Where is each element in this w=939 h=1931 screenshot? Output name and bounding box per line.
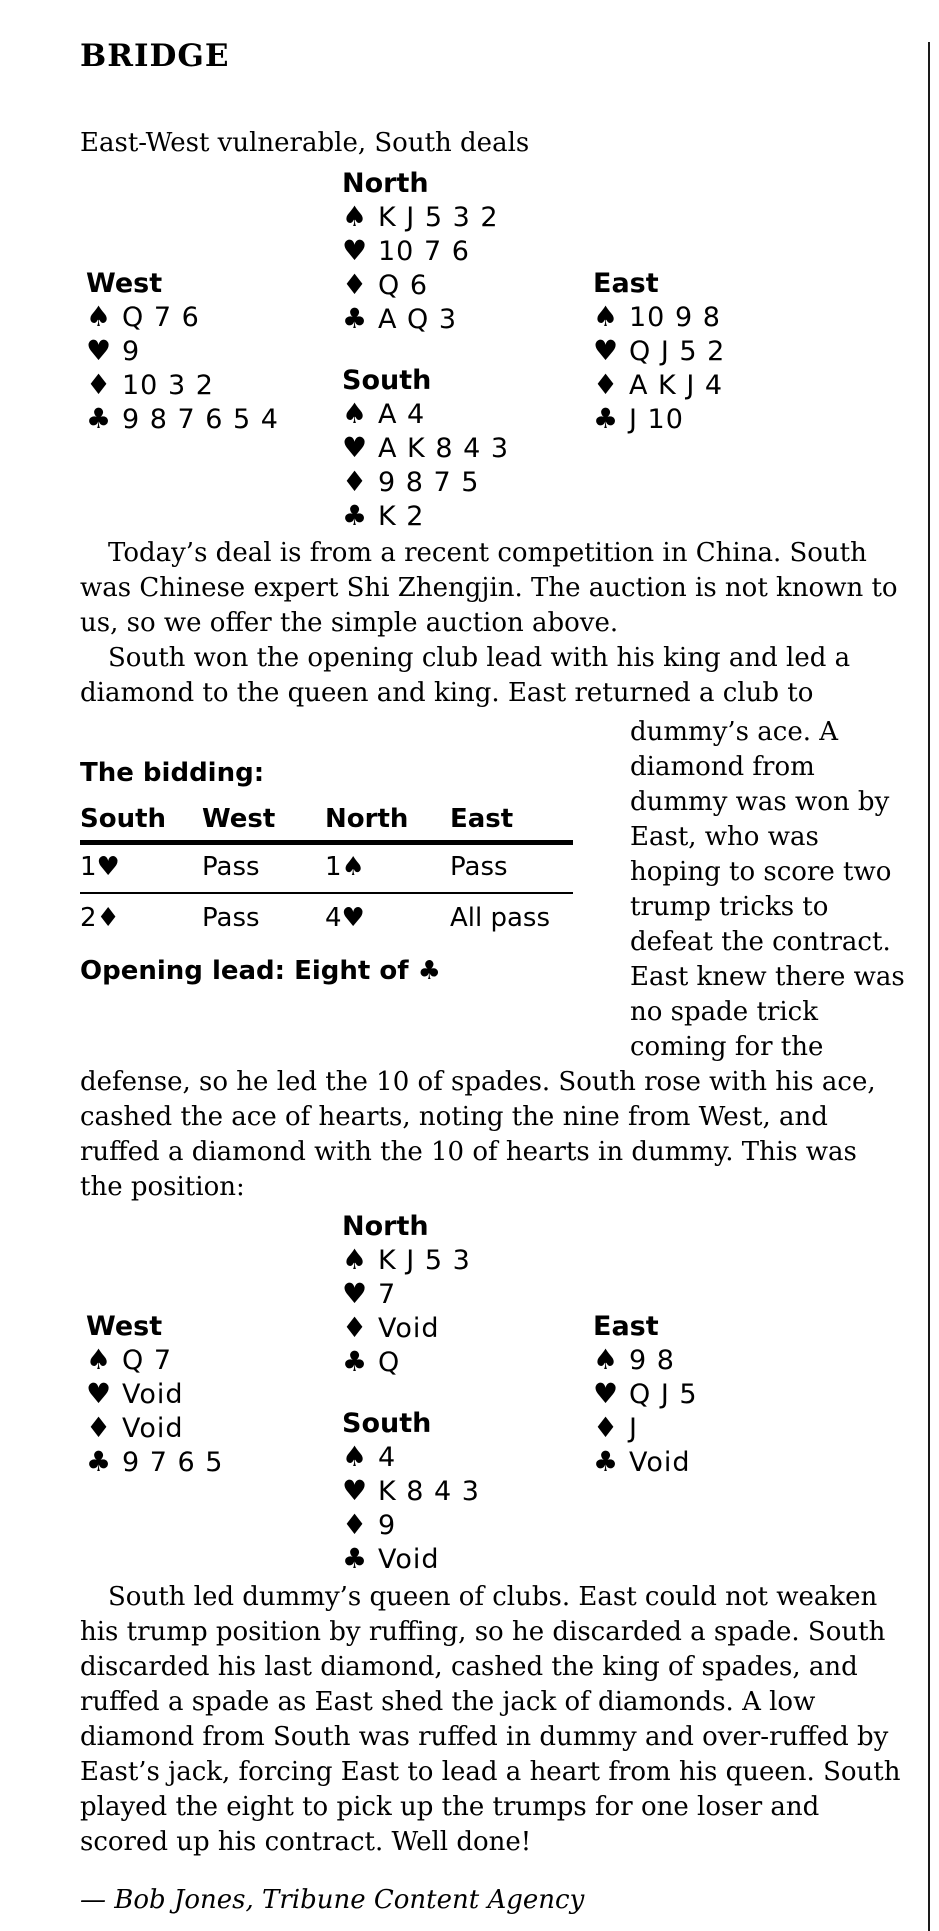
spade-cards: K J 5 3 <box>378 1245 471 1276</box>
bid-cell: 1♠ <box>325 852 365 882</box>
article-paragraph-3: dummy’s ace. A diamond from dummy was won by East, who was hoping to score two trump tricks to defeat the contract. East knew there was no spade trick coming for the defense, so he led the 10 of spades. South rose with his ace, cashed the ace of hearts, noting the nine from West, and ruffed a diamond with the 10 of hearts in dummy. This was the position: <box>80 717 905 1202</box>
club-icon: ♣ <box>86 1445 112 1478</box>
heart-row <box>342 431 509 465</box>
column-divider <box>928 42 930 1931</box>
position-hand-west <box>86 1310 223 1479</box>
bidding-header-row <box>80 804 573 845</box>
spade-row <box>342 1243 471 1277</box>
spade-cards: 9 8 <box>629 1345 675 1376</box>
spade-row <box>593 300 725 334</box>
vulnerability-line: East-West vulnerable, South deals <box>80 128 530 158</box>
hand-label: North <box>342 1211 429 1242</box>
bidding-section <box>80 715 906 1205</box>
diamond-icon: ♦ <box>86 368 112 401</box>
deal-hand-west <box>86 267 279 436</box>
club-row <box>593 402 725 436</box>
club-cards: Void <box>378 1544 440 1575</box>
bid-cell: Pass <box>202 852 260 882</box>
heart-icon: ♥ <box>86 334 112 367</box>
bidding-row-2 <box>80 894 573 941</box>
spade-cards: Q 7 <box>122 1345 173 1376</box>
diamond-cards: Void <box>378 1313 440 1344</box>
heart-row <box>342 234 499 268</box>
heart-row <box>86 334 279 368</box>
club-cards: A Q 3 <box>378 304 458 335</box>
bidding-col-south: South <box>80 804 167 834</box>
club-row <box>342 302 499 336</box>
spade-icon: ♠ <box>86 1343 112 1376</box>
bidding-col-east: East <box>450 804 514 834</box>
spade-row <box>342 1440 480 1474</box>
diamond-row <box>86 368 279 402</box>
spade-icon: ♠ <box>86 300 112 333</box>
hand-label: East <box>593 268 659 299</box>
bid-cell: Pass <box>450 852 508 882</box>
bid-cell: 4♥ <box>325 903 365 933</box>
heart-cards: K 8 4 3 <box>378 1476 480 1507</box>
club-cards: 9 7 6 5 <box>122 1447 224 1478</box>
bidding-row-1 <box>80 845 573 894</box>
club-cards: Void <box>629 1447 691 1478</box>
club-icon: ♣ <box>342 1542 368 1575</box>
hand-label: South <box>342 1408 432 1439</box>
diamond-row <box>342 465 509 499</box>
club-icon: ♣ <box>342 499 368 532</box>
hand-label: South <box>342 365 432 396</box>
heart-row <box>593 1377 698 1411</box>
bidding-heading: The bidding: <box>80 758 265 788</box>
heart-icon: ♥ <box>86 1377 112 1410</box>
diamond-icon: ♦ <box>593 1411 619 1444</box>
heart-cards: Q J 5 2 <box>629 336 726 367</box>
bidding-col-north: North <box>325 804 409 834</box>
heart-row <box>593 334 725 368</box>
heart-cards: Void <box>122 1379 184 1410</box>
club-cards: K 2 <box>378 501 425 532</box>
bid-cell: Pass <box>202 903 260 933</box>
club-icon: ♣ <box>86 402 112 435</box>
heart-icon: ♥ <box>593 334 619 367</box>
club-icon: ♣ <box>593 1445 619 1478</box>
diamond-cards: 10 3 2 <box>122 370 214 401</box>
diamond-row <box>342 1311 471 1345</box>
spade-icon: ♠ <box>593 300 619 333</box>
spade-cards: 10 9 8 <box>629 302 721 333</box>
heart-icon: ♥ <box>342 234 368 267</box>
position-diagram <box>80 1210 906 1575</box>
bid-cell: 2♦ <box>80 903 120 933</box>
club-icon: ♣ <box>342 1345 368 1378</box>
diamond-icon: ♦ <box>342 268 368 301</box>
diamond-icon: ♦ <box>342 1508 368 1541</box>
diamond-row <box>342 268 499 302</box>
spade-icon: ♠ <box>593 1343 619 1376</box>
deal-diagram <box>80 167 906 532</box>
club-cards: Q <box>378 1347 401 1378</box>
article-paragraph-2: South won the opening club lead with his king and led a diamond to the queen and king. East returned a club to <box>80 643 851 708</box>
article-paragraph-4: South led dummy’s queen of clubs. East could not weaken his trump position by ruffing, so he discarded a spade. South discarded his last diamond, cashed the king of spades, and ruffed a spade as East shed the jack of diamonds. A low diamond from South was ruffed in dummy and over-ruffed by East’s jack, forcing East to lead a heart from his queen. South played the eight to pick up the trumps for one loser and scored up his contract. Well done! <box>80 1582 901 1857</box>
position-hand-north <box>342 1210 471 1379</box>
byline: — Bob Jones, Tribune Content Agency <box>80 1885 585 1915</box>
heart-icon: ♥ <box>342 1474 368 1507</box>
bidding-box <box>80 715 575 988</box>
club-row <box>342 499 509 533</box>
diamond-icon: ♦ <box>593 368 619 401</box>
spade-cards: K J 5 3 2 <box>378 202 499 233</box>
deal-hand-south <box>342 364 509 533</box>
hand-label: East <box>593 1311 659 1342</box>
diamond-cards: 9 8 7 5 <box>378 467 480 498</box>
spade-row <box>342 200 499 234</box>
page-title: BRIDGE <box>80 38 230 74</box>
deal-hand-east <box>593 267 725 436</box>
spade-icon: ♠ <box>342 200 368 233</box>
article-paragraph-1: Today’s deal is from a recent competition in China. South was Chinese expert Shi Zhengjin. The auction is not known to us, so we offer the simple auction above. <box>80 538 898 638</box>
diamond-cards: A K J 4 <box>629 370 724 401</box>
position-hand-south <box>342 1407 480 1576</box>
club-cards: J 10 <box>629 404 684 435</box>
spade-cards: Q 7 6 <box>122 302 200 333</box>
hand-label: West <box>86 1311 163 1342</box>
bid-cell: All pass <box>450 903 551 933</box>
club-icon: ♣ <box>342 302 368 335</box>
heart-cards: 9 <box>122 336 141 367</box>
club-row <box>342 1542 480 1576</box>
diamond-cards: Q 6 <box>378 270 429 301</box>
club-row <box>342 1345 471 1379</box>
heart-cards: Q J 5 <box>629 1379 698 1410</box>
club-cards: 9 8 7 6 5 4 <box>122 404 279 435</box>
diamond-row <box>593 368 725 402</box>
heart-icon: ♥ <box>342 431 368 464</box>
diamond-cards: 9 <box>378 1510 397 1541</box>
heart-cards: 10 7 6 <box>378 236 470 267</box>
heart-icon: ♥ <box>342 1277 368 1310</box>
heart-cards: 7 <box>378 1279 397 1310</box>
bidding-col-west: West <box>202 804 276 834</box>
deal-hand-north <box>342 167 499 336</box>
spade-icon: ♠ <box>342 397 368 430</box>
spade-row <box>342 397 509 431</box>
diamond-row <box>342 1508 480 1542</box>
diamond-cards: Void <box>122 1413 184 1444</box>
club-row <box>86 402 279 436</box>
spade-cards: 4 <box>378 1442 397 1473</box>
spade-row <box>593 1343 698 1377</box>
diamond-icon: ♦ <box>342 1311 368 1344</box>
club-row <box>86 1445 223 1479</box>
heart-row <box>86 1377 223 1411</box>
hand-label: West <box>86 268 163 299</box>
spade-icon: ♠ <box>342 1243 368 1276</box>
hand-label: North <box>342 168 429 199</box>
opening-lead: Opening lead: Eight of ♣ <box>80 956 441 986</box>
heart-row <box>342 1474 480 1508</box>
spade-cards: A 4 <box>378 399 426 430</box>
heart-icon: ♥ <box>593 1377 619 1410</box>
diamond-icon: ♦ <box>86 1411 112 1444</box>
diamond-icon: ♦ <box>342 465 368 498</box>
heart-cards: A K 8 4 3 <box>378 433 510 464</box>
spade-row <box>86 1343 223 1377</box>
bid-cell: 1♥ <box>80 852 120 882</box>
spade-row <box>86 300 279 334</box>
club-row <box>593 1445 698 1479</box>
heart-row <box>342 1277 471 1311</box>
spade-icon: ♠ <box>342 1440 368 1473</box>
position-hand-east <box>593 1310 698 1479</box>
bridge-column <box>80 0 906 1918</box>
diamond-row <box>86 1411 223 1445</box>
diamond-cards: J <box>629 1413 638 1444</box>
club-icon: ♣ <box>593 402 619 435</box>
diamond-row <box>593 1411 698 1445</box>
